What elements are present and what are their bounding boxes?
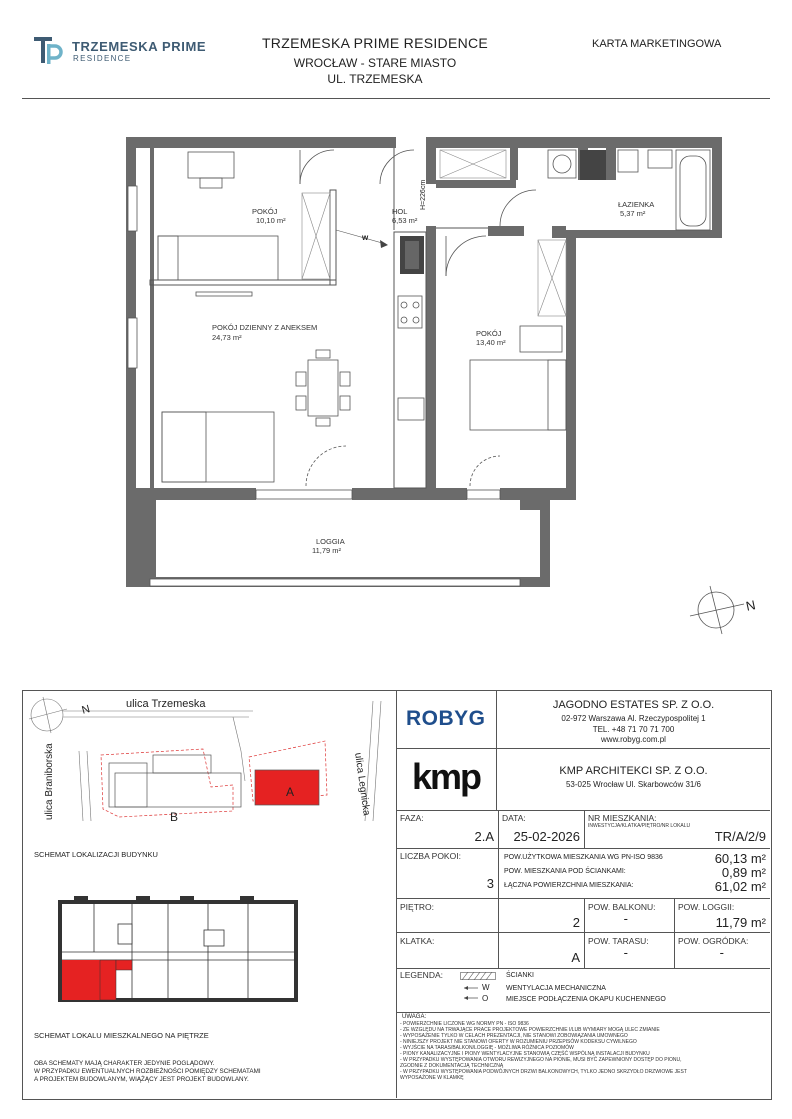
legend-arrow-icon bbox=[462, 984, 480, 1004]
loggia-label: POW. LOGGII: bbox=[678, 902, 735, 912]
room-area-loggia: 11,79 m² bbox=[312, 546, 342, 555]
location-north: N bbox=[80, 703, 92, 717]
company-divider bbox=[396, 748, 770, 749]
grid-h2 bbox=[396, 898, 770, 899]
building-a-label: A bbox=[286, 785, 295, 799]
legend-item-vent: WENTYLACJA MECHANICZNA bbox=[506, 985, 606, 992]
notes-label: UWAGA: bbox=[402, 1014, 427, 1020]
disclaimer-1: OBA SCHEMATY MAJĄ CHARAKTER JEDYNIE POGLĄDOWY. bbox=[34, 1060, 215, 1067]
disclaimer-3: A PROJEKTEM BUDOWLANYM, WIĄŻĄCY JEST PROJEKT BUDOWLANY. bbox=[34, 1076, 249, 1083]
note-line: - WYPOSAŻENIE TYLKO W CELACH PREZENTACJI, NIE STANOWI ZOBOWIĄZANIA UMOWNEGO bbox=[400, 1033, 628, 1039]
nr-value: TR/A/2/9 bbox=[714, 829, 766, 844]
pow-laczna-label: ŁĄCZNA POWIERZCHNIA MIESZKANIA: bbox=[504, 882, 634, 889]
room-area-hol: 6,53 m² bbox=[392, 216, 418, 225]
pow-laczna-value: 61,02 m² bbox=[714, 879, 766, 894]
room-name-pokoj-2: POKÓJ bbox=[476, 329, 502, 338]
room-area-pokoj-2: 13,40 m² bbox=[476, 338, 506, 347]
note-line: - POWIERZCHNIE LICZONE WG NORMY PN - ISO 9836 bbox=[400, 1021, 529, 1027]
legend-hatch-swatch bbox=[460, 972, 496, 980]
left-panel-divider bbox=[396, 690, 397, 1098]
note-line: - PIONY KANALIZACYJNE I PIONY WENTYLACYJNE STANOWIĄ CZĘŚĆ WSPÓLNĄ INSTALACJI BUDYNKU bbox=[400, 1051, 650, 1057]
pietro-value: 2 bbox=[572, 915, 580, 930]
logo-sub: RESIDENCE bbox=[73, 54, 132, 63]
kmp-logo: kmp bbox=[412, 756, 481, 797]
investor-tel: TEL. +48 71 70 71 700 bbox=[592, 725, 675, 734]
note-line: - ZE WZGLĘDU NA TRWAJĄCE PRACE PROJEKTOWE POWIERZCHNIE I/LUB WYMIARY MOGĄ ULEC ZMIANIE bbox=[400, 1027, 660, 1033]
pow-skosy-label: POW. MIESZKANIA POD ŚCIANKAMI: bbox=[504, 868, 626, 875]
grid-v1 bbox=[498, 810, 499, 968]
note-line: ZGODNIE Z DOKUMENTACJĄ TECHNICZNĄ bbox=[400, 1063, 504, 1069]
building-b-label: B bbox=[170, 810, 179, 824]
hol-height: H=226cm bbox=[420, 179, 427, 210]
grid-h3 bbox=[396, 932, 770, 933]
logo-name: TRZEMESKA PRIME bbox=[72, 39, 207, 54]
grid-h5 bbox=[396, 1012, 770, 1013]
data-value: 25-02-2026 bbox=[513, 829, 580, 844]
grid-v3 bbox=[584, 898, 585, 968]
note-line: - NINIEJSZY PROJEKT NIE STANOWI OFERTY W ROZUMIENIU PRZEPISÓW KODEKSU CYWILNEGO bbox=[400, 1039, 637, 1045]
floor-plan bbox=[0, 99, 792, 689]
legend-item-hood: MIEJSCE PODŁĄCZENIA OKAPU KUCHENNEGO bbox=[506, 996, 666, 1003]
page-title: TRZEMESKA PRIME RESIDENCE bbox=[261, 35, 489, 51]
nr-label: NR MIESZKANIA: bbox=[588, 813, 657, 823]
klatka-value: A bbox=[571, 950, 580, 965]
investor-addr: 02-972 Warszawa Al. Rzeczypospolitej 1 bbox=[561, 714, 706, 723]
taras-label: POW. TARASU: bbox=[588, 936, 649, 946]
room-name-lazienka: ŁAZIENKA bbox=[618, 200, 655, 209]
room-area-pokoj-1: 10,10 m² bbox=[256, 216, 286, 225]
legend-item-walls: ŚCIANKI bbox=[506, 972, 535, 979]
note-line: - W PRZYPADKU WYSTĘPOWANIA PODWÓJNYCH DRZWI BALKONOWYCH, TYLKO JEDNO SKRZYDŁO DRZWIOWE JEST bbox=[400, 1069, 687, 1075]
architect-name: KMP ARCHITEKCI SP. Z O.O. bbox=[559, 765, 708, 777]
room-name-loggia: LOGGIA bbox=[316, 537, 345, 546]
faza-label: FAZA: bbox=[400, 813, 424, 823]
legend-mark-w: W bbox=[482, 983, 490, 992]
robyg-logo: ROBYG bbox=[406, 707, 486, 730]
floor-scheme bbox=[40, 890, 310, 1010]
pokoje-label: LICZBA POKOI: bbox=[400, 851, 461, 861]
logo bbox=[32, 34, 212, 70]
taras-value: - bbox=[623, 945, 628, 960]
room-name-hol: HOL bbox=[392, 207, 408, 216]
note-line: WYPOSAŻONE W KLAMKĘ bbox=[400, 1075, 464, 1081]
balkon-label: POW. BALKONU: bbox=[588, 902, 656, 912]
street-legnicka: ulica Legnicka bbox=[352, 752, 372, 817]
location-caption: SCHEMAT LOKALIZACJI BUDYNKU bbox=[34, 850, 158, 859]
street-trzemeska: ulica Trzemeska bbox=[126, 698, 206, 710]
loggia-value: 11,79 m² bbox=[715, 915, 766, 930]
faza-value: 2.A bbox=[474, 829, 494, 844]
room-name-dzienny: POKÓJ DZIENNY Z ANEKSEM bbox=[212, 323, 318, 332]
investor-www: www.robyg.com.pl bbox=[601, 735, 666, 744]
room-name-pokoj-1: POKÓJ bbox=[252, 207, 278, 216]
investor-name: JAGODNO ESTATES SP. Z O.O. bbox=[552, 699, 715, 711]
logo-mark-icon bbox=[32, 34, 66, 66]
pow-skosy-value: 0,89 m² bbox=[721, 865, 766, 880]
grid-v2 bbox=[584, 810, 585, 848]
grid-v4 bbox=[674, 898, 675, 968]
disclaimer-2: W PRZYPADKU EWENTUALNYCH ROZBIEŻNOŚCI POMIĘDZY SCHEMATAMI bbox=[34, 1068, 261, 1075]
note-line: - W PRZYPADKU WYSTĘPOWANIA OTWORU REWIZYJNEGO NA PIONIE, MUSI BYĆ ZAPEWNIONY DOSTĘP DO PIONU, bbox=[400, 1057, 682, 1063]
city-line: WROCŁAW - STARE MIASTO bbox=[293, 56, 457, 70]
ogrodek-label: POW. OGRÓDKA: bbox=[678, 936, 749, 946]
floor-scheme-caption: SCHEMAT LOKALU MIESZKALNEGO NA PIĘTRZE bbox=[34, 1031, 209, 1040]
location-scheme bbox=[23, 691, 395, 821]
room-area-lazienka: 5,37 m² bbox=[620, 209, 646, 218]
north-label: N bbox=[744, 597, 757, 614]
ogrodek-value: - bbox=[719, 945, 724, 960]
balkon-value: - bbox=[623, 911, 628, 926]
street-line: UL. TRZEMESKA bbox=[327, 72, 423, 86]
companies-bottom bbox=[396, 810, 770, 811]
legend-label: LEGENDA: bbox=[400, 970, 443, 980]
note-line: - WYJŚCIE NA TARAS/BALKON/LOGGIĘ - MOŻLIWA RÓŻNICA POZIOMÓW bbox=[400, 1045, 574, 1051]
grid-h1 bbox=[396, 848, 770, 849]
room-area-dzienny: 24,73 m² bbox=[212, 333, 242, 342]
architect-addr: 53-025 Wrocław Ul. Skarbowców 31/6 bbox=[565, 780, 702, 789]
pow-uzytkowa-value: 60,13 m² bbox=[714, 851, 766, 866]
street-braniborska: ulica Braniborska bbox=[44, 743, 55, 820]
data-label: DATA: bbox=[502, 813, 526, 823]
grid-h4 bbox=[396, 968, 770, 969]
pow-uzytkowa-label: POW.UŻYTKOWA MIESZKANIA WG PN-ISO 9836 bbox=[504, 854, 663, 861]
vent-mark: w bbox=[362, 233, 369, 242]
legend-mark-o: O bbox=[482, 994, 489, 1003]
pietro-label: PIĘTRO: bbox=[400, 902, 435, 912]
klatka-label: KLATKA: bbox=[400, 936, 435, 946]
card-type: KARTA MARKETINGOWA bbox=[592, 38, 722, 50]
nr-sublabel: INWESTYCJA/KLATKA/PIĘTRO/NR LOKALU bbox=[588, 823, 691, 829]
pokoje-value: 3 bbox=[486, 876, 494, 891]
